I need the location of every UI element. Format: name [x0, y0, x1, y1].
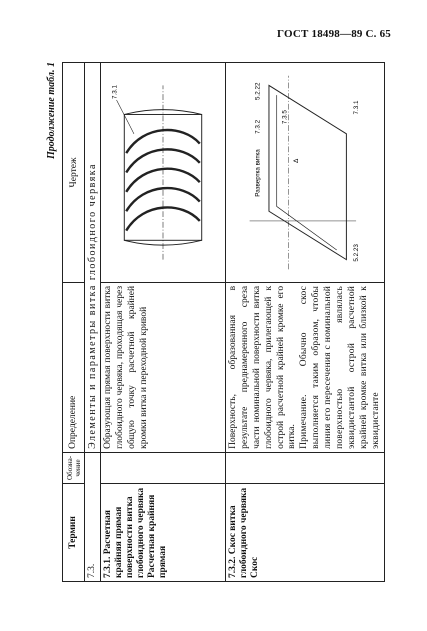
label-development: Развертка витка	[254, 149, 262, 197]
rotated-table-area	[46, 62, 381, 582]
col-term: Термин	[63, 484, 85, 582]
table-row	[101, 63, 226, 582]
definition-note: Примечание. Обычно скос выполняется таким образом, чтобы линия его пересечения с номинальной поверхностью являлась эквидистантой острой расчетной крайней кромке витка или близкой к эквидистанте	[299, 285, 381, 449]
col-drawing: Чертеж	[63, 63, 85, 283]
section-row	[85, 63, 101, 582]
col-definition: Определение	[63, 282, 85, 452]
label-7-3-1: 7.3.1	[111, 84, 119, 99]
section-title: Элементы и параметры витка глобоидного червяка	[85, 63, 101, 453]
label-5-2-23: 5.2.23	[353, 244, 361, 262]
label-7-3-2: 7.3.2	[254, 119, 262, 134]
col-code: Обозна- чение	[63, 452, 85, 483]
terms-table	[62, 62, 385, 582]
label-7-3-5: 7.3.5	[281, 110, 289, 125]
code-cell	[226, 452, 385, 483]
continuation-label: Продолжение табл. 1	[46, 62, 57, 160]
definition-7-3-1: Образующая прямая поверхности витка глобоидного червяка, проходящая через общую точку расчетной крайней кромки витка и переходной кривой	[101, 282, 226, 452]
worm-drawing	[103, 66, 223, 279]
table-header-row	[63, 63, 85, 582]
term-7-3-2: 7.3.2. Скос витка глобоидного червяка Скос	[226, 484, 385, 582]
development-drawing	[228, 66, 368, 279]
label-delta: Δ	[293, 158, 300, 163]
code-cell	[101, 452, 226, 483]
drawing-worm	[101, 63, 226, 283]
drawing-thread-development	[226, 63, 385, 283]
label-7-3-1b: 7.3.1	[353, 100, 361, 115]
page-header: ГОСТ 18498—89 С. 65	[277, 28, 391, 40]
table-row	[226, 63, 385, 582]
term-7-3-1: 7.3.1. Расчетная крайняя прямая поверхности витка глобоидного червяка Расчетная крайняя прямая	[101, 484, 226, 582]
definition-text: Поверхность, образованная в результате преднамеренного среза части номинальной поверхности витка глобоидного червяка, прилегающей к острой расчетной крайней кромке его витка.	[228, 285, 298, 449]
label-5-2-22: 5.2.22	[254, 82, 262, 100]
definition-7-3-2	[226, 282, 385, 452]
section-number: 7.3.	[85, 452, 101, 581]
